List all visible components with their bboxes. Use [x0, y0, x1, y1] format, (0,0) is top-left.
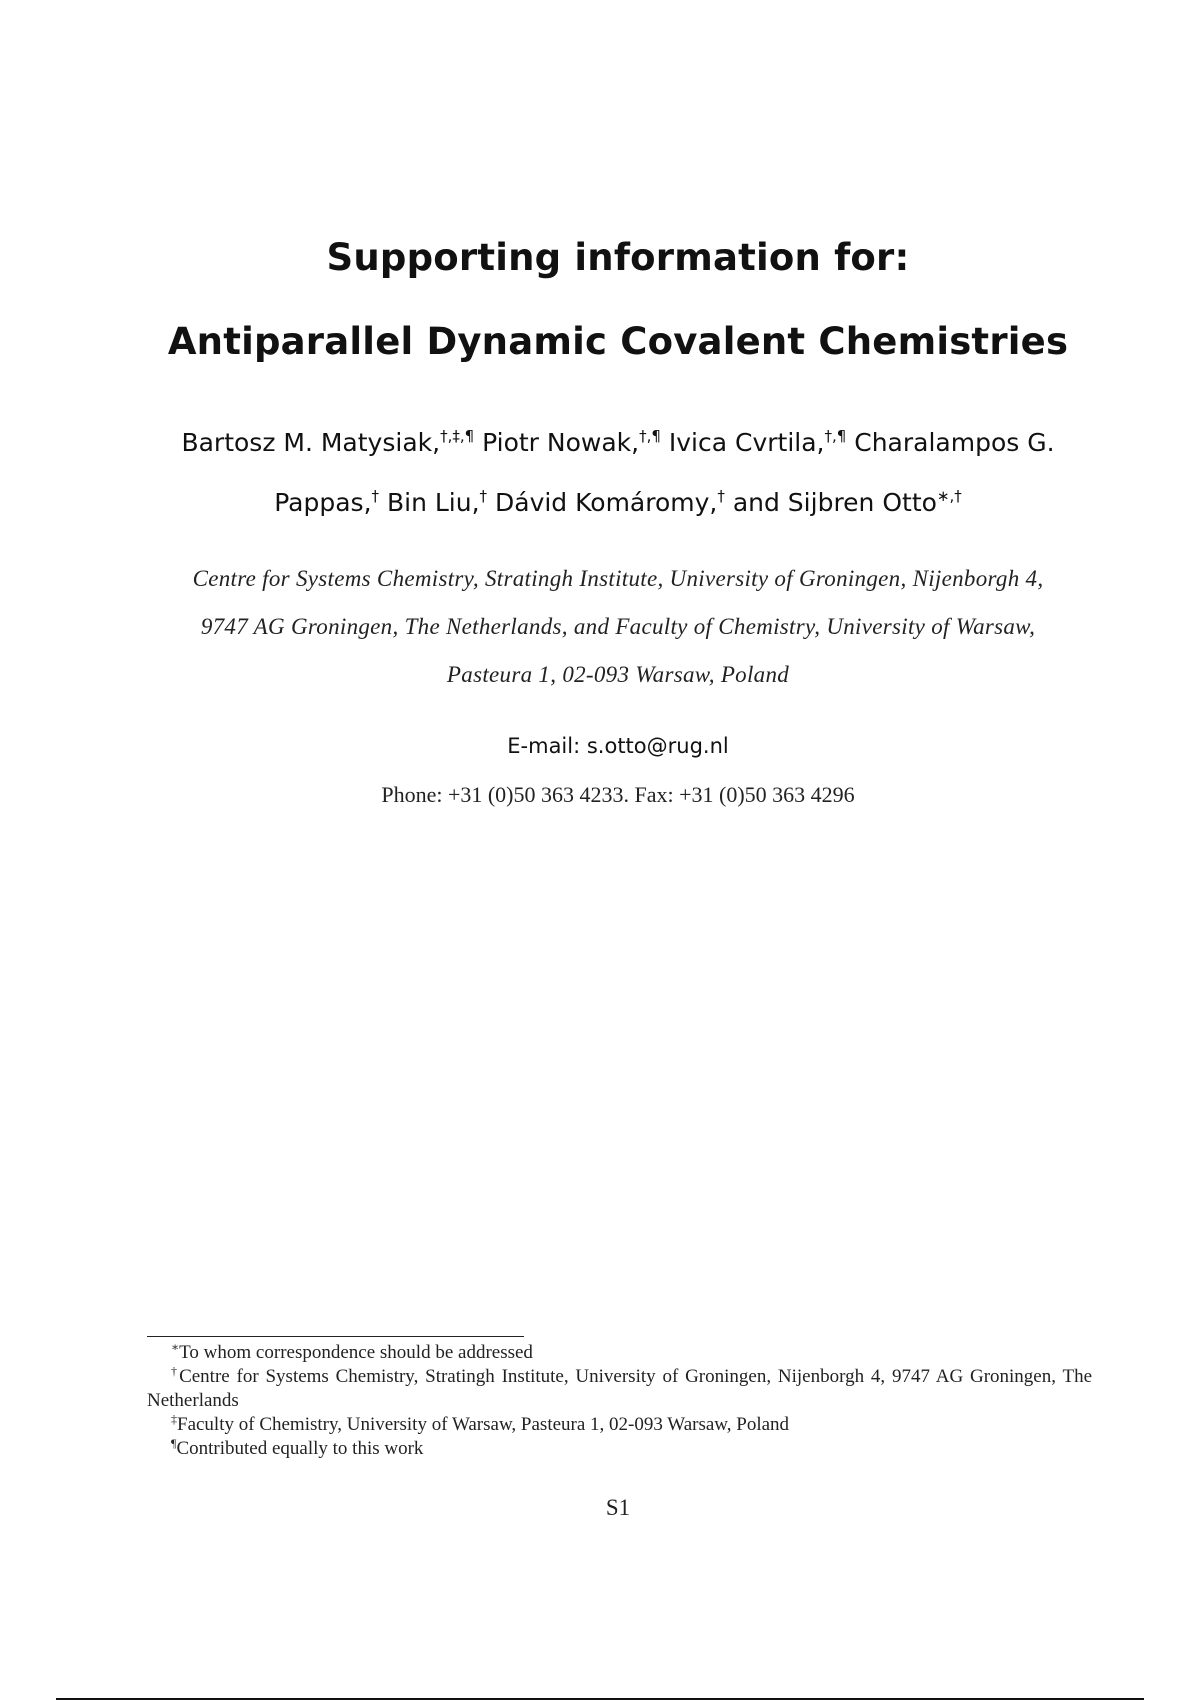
- author-name: Bin Liu,: [386, 488, 480, 517]
- author-affiliation-marks: †: [717, 487, 725, 505]
- footnote-text: Centre for Systems Chemistry, Stratingh Institute, University of Groningen, Nijenborgh 4, 9747 AG Groningen, The Netherlands: [147, 1366, 1092, 1411]
- author-name: and Sijbren Otto: [732, 488, 937, 517]
- footnote: [147, 1413, 1092, 1437]
- author-affiliation-marks: †,‡,¶: [440, 427, 475, 445]
- footnote: [147, 1365, 1092, 1413]
- author-name: Pappas,: [274, 488, 372, 517]
- author-affiliation-marks: †: [479, 487, 488, 505]
- footnote: [147, 1437, 1092, 1461]
- footnote-divider: [147, 1336, 524, 1337]
- footnote-text: Contributed equally to this work: [176, 1438, 424, 1459]
- author-name: Dávid Komáromy,: [495, 488, 718, 517]
- footnote-text: To whom correspondence should be addressed: [179, 1342, 533, 1363]
- author-affiliation-marks: †: [371, 487, 380, 505]
- author-affiliation-marks: ∗,†: [936, 487, 962, 505]
- authors-line-1: [0, 428, 1200, 457]
- footnote: [147, 1341, 1092, 1365]
- affiliation-line-2: 9747 AG Groningen, The Netherlands, and Faculty of Chemistry, University of Warsaw,: [200, 614, 1036, 639]
- title-line-1: Supporting information for:: [326, 236, 910, 279]
- footnote-text: Faculty of Chemistry, University of Warsaw, Pasteura 1, 02-093 Warsaw, Poland: [177, 1414, 790, 1435]
- author-name: Piotr Nowak,: [482, 428, 640, 457]
- footnote-mark: ‡: [171, 1412, 177, 1426]
- authors-line-2: [0, 488, 1200, 517]
- author-name: Ivica Cvrtila,: [668, 428, 825, 457]
- footnote-mark: ∗: [171, 1340, 180, 1354]
- footnote-mark: ¶: [171, 1436, 177, 1450]
- author-name: Charalampos G.: [854, 428, 1055, 457]
- contact-phone: Phone: +31 (0)50 363 4233. Fax: +31 (0)50 363 4296: [381, 782, 855, 807]
- footnote-mark: †: [171, 1364, 180, 1378]
- contact-email: E-mail: s.otto@rug.nl: [507, 734, 729, 758]
- page-number: S1: [605, 1495, 631, 1520]
- author-affiliation-marks: †,¶: [824, 427, 847, 445]
- author-name: Bartosz M. Matysiak,: [181, 428, 441, 457]
- title-line-2: Antiparallel Dynamic Covalent Chemistries: [167, 320, 1069, 363]
- affiliation-line-3: Pasteura 1, 02-093 Warsaw, Poland: [446, 662, 790, 687]
- author-affiliation-marks: †,¶: [639, 427, 661, 445]
- affiliation-line-1: Centre for Systems Chemistry, Stratingh Institute, University of Groningen, Nijenborgh 4,: [192, 566, 1044, 591]
